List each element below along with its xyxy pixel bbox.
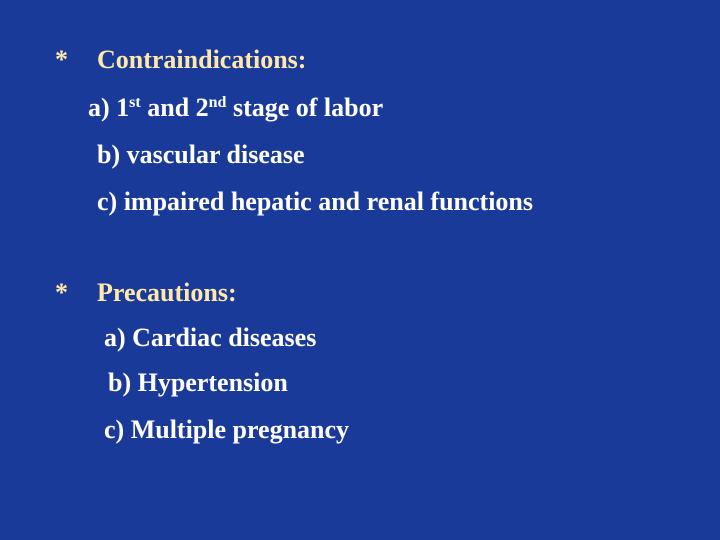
- item-a-sup-nd: nd: [208, 94, 227, 111]
- precaution-item-a: a) Cardiac diseases: [104, 323, 317, 352]
- precaution-item-c: c) Multiple pregnancy: [104, 415, 350, 444]
- contraindication-item-c: c) impaired hepatic and renal functions: [97, 187, 534, 216]
- item-a-mid: and 2: [140, 93, 209, 122]
- contraindication-item-b: b) vascular disease: [97, 140, 305, 169]
- precaution-item-b: b) Hypertension: [108, 368, 288, 397]
- bullet-star-icon: *: [55, 45, 68, 74]
- precautions-heading: Precautions:: [97, 278, 237, 307]
- contraindication-item-a: [88, 93, 383, 123]
- item-a-sup-st: st: [129, 94, 141, 111]
- item-a-suffix: stage of labor: [226, 93, 384, 122]
- bullet-star-icon: *: [55, 278, 68, 307]
- contraindications-heading: Contraindications:: [97, 45, 307, 74]
- item-a-prefix: a) 1: [88, 93, 130, 122]
